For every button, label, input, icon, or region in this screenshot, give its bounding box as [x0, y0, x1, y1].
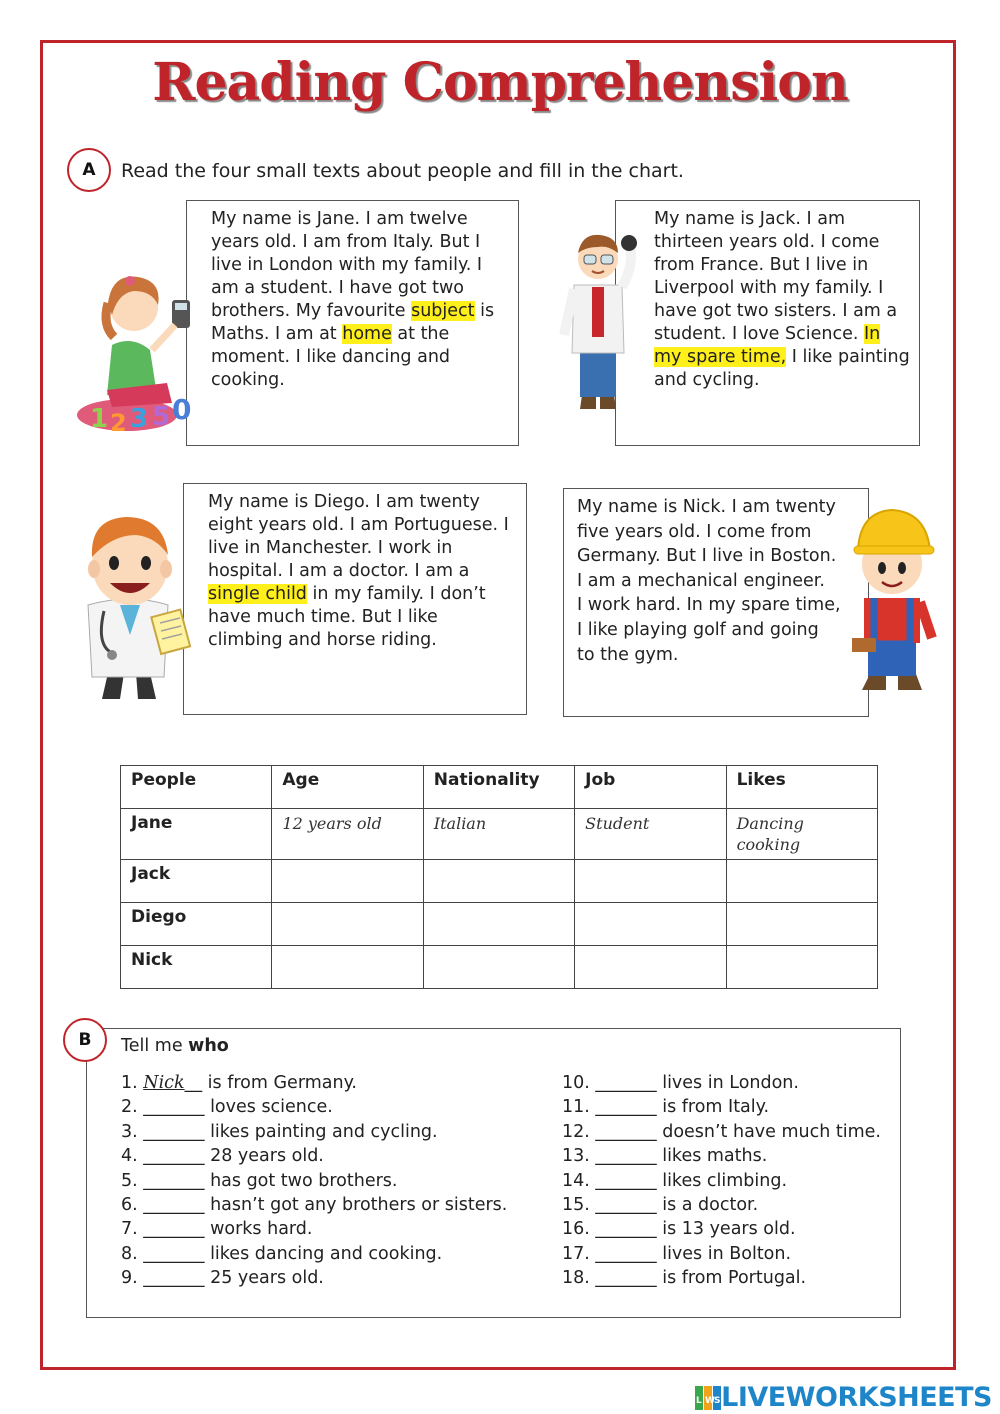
highlight-single-child: single child	[208, 584, 307, 604]
person-name: Jane	[121, 809, 272, 860]
page-title: Reading Comprehension	[152, 52, 848, 113]
jack-line: from France. But I live in	[654, 255, 869, 275]
jack-line: student. I love Science. In	[654, 324, 881, 344]
jane-illustration	[72, 255, 202, 435]
nick-line: Germany. But I live in Boston.	[577, 546, 837, 567]
nick-line: five years old. I come from	[577, 521, 812, 542]
likes-cell[interactable]	[726, 860, 877, 903]
question-item[interactable]: 11. _______ is from Italy.	[562, 1097, 770, 1118]
likes-cell[interactable]	[726, 946, 877, 989]
liveworksheets-logo	[695, 1382, 992, 1413]
question-item[interactable]: 9. _______ 25 years old.	[121, 1268, 324, 1289]
svg-text:1: 1	[90, 404, 109, 434]
jane-text-box	[186, 200, 519, 446]
question-item[interactable]: 14. _______ likes climbing.	[562, 1170, 788, 1191]
svg-text:W: W	[705, 1395, 716, 1406]
jack-line: have got two sisters. I am a	[654, 301, 898, 321]
jane-line: cooking.	[211, 370, 285, 390]
nationality-cell[interactable]	[423, 860, 574, 903]
age-cell[interactable]	[272, 946, 423, 989]
questions-right	[562, 1071, 881, 1291]
job-cell[interactable]	[575, 860, 726, 903]
jack-line: My name is Jack. I am	[654, 209, 846, 229]
header-nationality: Nationality	[423, 766, 574, 809]
table-row	[121, 809, 878, 860]
highlight-in: In	[863, 324, 881, 344]
person-name: Nick	[121, 946, 272, 989]
jane-line: am a student. I have got two	[211, 278, 464, 298]
question-item[interactable]: 4. _______ 28 years old.	[121, 1146, 324, 1167]
table-row	[121, 903, 878, 946]
header-job: Job	[575, 766, 726, 809]
question-item[interactable]: 6. _______ hasn’t got any brothers or sisters.	[121, 1194, 508, 1215]
question-item[interactable]: 16. _______ is 13 years old.	[562, 1219, 796, 1240]
diego-line: hospital. I am a doctor. I am a	[208, 561, 470, 581]
jack-line: my spare time, I like painting	[654, 347, 910, 367]
job-cell[interactable]	[575, 946, 726, 989]
info-chart	[120, 765, 878, 989]
jack-illustration	[552, 225, 642, 415]
question-item[interactable]: 10. _______ lives in London.	[562, 1073, 799, 1093]
highlight-spare-time: my spare time,	[654, 347, 787, 367]
highlight-subject: subject	[411, 301, 475, 321]
diego-line: eight years old. I am Portuguese. I	[208, 515, 509, 535]
jane-line: Maths. I am at home at the	[211, 324, 450, 344]
jack-text-box	[615, 200, 920, 446]
age-cell[interactable]: 12 years old	[272, 809, 423, 860]
likes-cell[interactable]	[726, 903, 877, 946]
question-item[interactable]: 2. _______ loves science.	[121, 1097, 333, 1118]
likes-cell[interactable]: Dancing cooking	[726, 809, 877, 860]
header-people: People	[121, 766, 272, 809]
svg-text:0: 0	[172, 393, 192, 426]
svg-text:5: 5	[152, 402, 171, 432]
svg-text:2: 2	[110, 409, 127, 435]
job-cell[interactable]: Student	[575, 809, 726, 860]
section-b-instruction: Tell me who	[121, 1036, 229, 1056]
diego-line: have much time. But I like	[208, 607, 438, 627]
liveworksheets-logo-icon	[695, 1386, 721, 1410]
nationality-cell[interactable]	[423, 903, 574, 946]
diego-line: climbing and horse riding.	[208, 630, 437, 650]
section-a-instruction: Read the four small texts about people and fill in the chart.	[121, 160, 684, 182]
table-row	[121, 860, 878, 903]
nick-line: I like playing golf and going	[577, 619, 819, 640]
nick-text-box	[563, 488, 869, 717]
header-age: Age	[272, 766, 423, 809]
question-item[interactable]: 3. _______ likes painting and cycling.	[121, 1121, 438, 1142]
age-cell[interactable]	[272, 860, 423, 903]
question-item[interactable]: 13. _______ likes maths.	[562, 1146, 768, 1167]
header-likes: Likes	[726, 766, 877, 809]
diego-illustration	[60, 505, 195, 705]
question-item[interactable]: 17. _______ lives in Bolton.	[562, 1243, 792, 1264]
nationality-cell[interactable]: Italian	[423, 809, 574, 860]
nick-line: to the gym.	[577, 644, 679, 665]
diego-line: My name is Diego. I am twenty	[208, 492, 480, 512]
chart-header-row	[121, 766, 878, 809]
svg-text:L: L	[696, 1395, 702, 1406]
highlight-home: home	[342, 324, 392, 344]
diego-text-box	[183, 483, 527, 715]
question-item[interactable]: 8. _______ likes dancing and cooking.	[121, 1243, 443, 1264]
jane-line: years old. I am from Italy. But I	[211, 232, 481, 252]
table-row	[121, 946, 878, 989]
question-item[interactable]: 15. _______ is a doctor.	[562, 1194, 759, 1215]
diego-line: single child in my family. I don’t	[208, 584, 486, 604]
person-name: Jack	[121, 860, 272, 903]
jane-line: brothers. My favourite subject is	[211, 301, 495, 321]
brand-name: LIVEWORKSHEETS	[721, 1382, 992, 1413]
nick-line: I work hard. In my spare time,	[577, 595, 841, 616]
answer-blank[interactable]: Nick	[143, 1073, 185, 1093]
question-item[interactable]: 5. _______ has got two brothers.	[121, 1170, 398, 1191]
nick-illustration	[840, 498, 945, 693]
jane-line: My name is Jane. I am twelve	[211, 209, 468, 229]
svg-text:3: 3	[130, 404, 149, 434]
section-b-badge: B	[63, 1018, 107, 1062]
jane-line: moment. I like dancing and	[211, 347, 451, 367]
nationality-cell[interactable]	[423, 946, 574, 989]
question-item[interactable]: 1. Nick__ is from Germany.	[121, 1073, 357, 1093]
jane-line: live in London with my family. I	[211, 255, 483, 275]
section-a-badge: A	[67, 148, 111, 192]
age-cell[interactable]	[272, 903, 423, 946]
question-item[interactable]: 18. _______ is from Portugal.	[562, 1268, 807, 1289]
question-item[interactable]: 7. _______ works hard.	[121, 1219, 313, 1240]
job-cell[interactable]	[575, 903, 726, 946]
jack-line: Liverpool with my family. I	[654, 278, 884, 298]
diego-line: live in Manchester. I work in	[208, 538, 453, 558]
question-item[interactable]: 12. _______ doesn’t have much time.	[562, 1121, 881, 1142]
questions-left	[121, 1071, 507, 1291]
nick-line: I am a mechanical engineer.	[577, 570, 825, 591]
jack-line: and cycling.	[654, 370, 760, 390]
person-name: Diego	[121, 903, 272, 946]
nick-line: My name is Nick. I am twenty	[577, 497, 836, 517]
jack-line: thirteen years old. I come	[654, 232, 880, 252]
svg-text:S: S	[714, 1395, 721, 1406]
